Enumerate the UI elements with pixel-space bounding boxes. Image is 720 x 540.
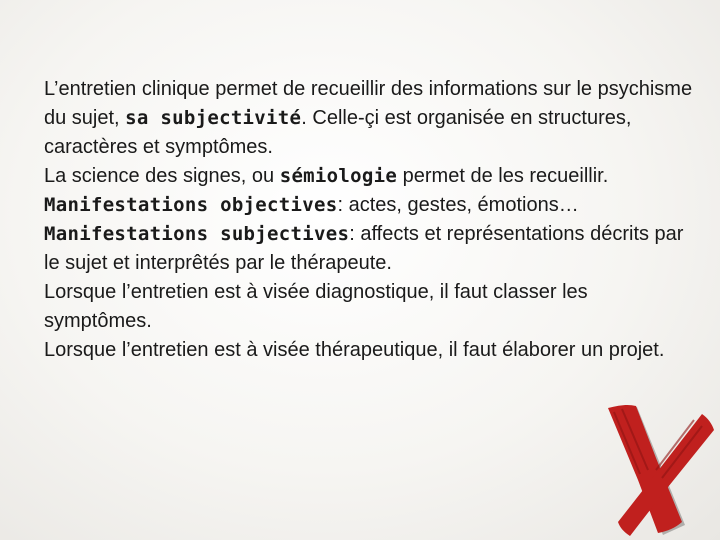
- paragraph-subjectivity: [44, 75, 694, 162]
- text-run: . Celle-çi est organisée en structures, caractères et symptômes.: [44, 107, 632, 158]
- text-run: : actes, gestes, émotions…: [337, 194, 579, 216]
- paragraph-therapeutic: [44, 336, 694, 365]
- term-manifestations-objectives: Manifestations objectives: [44, 194, 338, 216]
- text-run: Lorsque l’entretien est à visée diagnostique, il faut classer les symptômes.: [44, 281, 588, 332]
- text-run: Lorsque l’entretien est à visée thérapeutique, il faut élaborer un projet.: [44, 339, 665, 361]
- text-run: La science des signes, ou: [44, 165, 280, 187]
- paragraph-subjective: [44, 220, 694, 278]
- term-subjectivite: sa subjectivité: [125, 107, 302, 129]
- text-run: : affects et représentations décrits par le sujet et interprêtés par le thérapeute.: [44, 223, 684, 274]
- term-manifestations-subjectives: Manifestations subjectives: [44, 223, 350, 245]
- slide-body: [44, 75, 694, 365]
- paragraph-diagnostic: [44, 278, 694, 336]
- text-run: permet de les recueillir.: [397, 165, 609, 187]
- x-stroke-texture: [614, 409, 702, 478]
- red-x-brush-icon: [590, 400, 720, 540]
- term-semiologie: sémiologie: [279, 165, 398, 187]
- paragraph-semiology: [44, 162, 694, 191]
- text-run: L’entretien clinique permet de recueillir des informations sur le psychisme du sujet,: [44, 78, 693, 129]
- paragraph-objective: [44, 191, 694, 220]
